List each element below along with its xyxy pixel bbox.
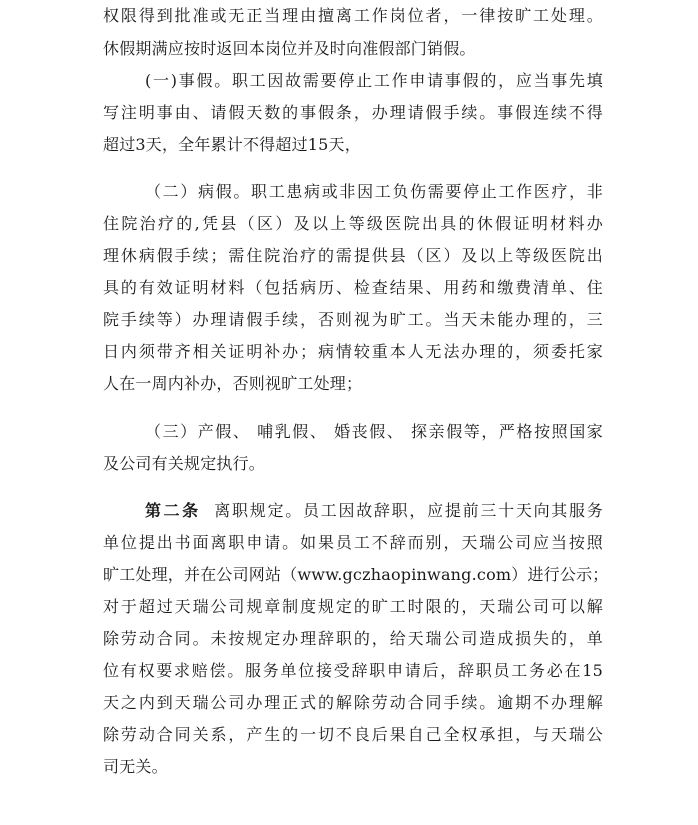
text-line-1: 权限得到批准或无正当理由擅离工作岗位者，一律按旷工处理。	[103, 6, 603, 25]
article-two-line-4: 对于超过天瑞公司规章制度规定的旷工时限的，天瑞公司可以解	[103, 597, 603, 616]
article-heading: 第二条	[145, 501, 201, 520]
article-two-line-3: 旷工处理，并在公司网站（www.gczhaopinwang.com）进行公示；	[103, 565, 609, 584]
paragraph-sick-leave-line-4: 具的有效证明材料（包括病历、检查结果、用药和缴费清单、住	[103, 278, 603, 297]
paragraph-sick-leave-line-6: 日内须带齐相关证明补办；病情较重本人无法办理的，须委托家	[103, 342, 603, 361]
paragraph-other-leave-line-2: 及公司有关规定执行。	[103, 454, 266, 473]
paragraph-personal-leave-line-3: 超过3天，全年累计不得超过15天，	[103, 135, 361, 154]
article-two-line-9: 司无关。	[103, 757, 168, 776]
article-two-line-8: 除劳动合同关系，产生的一切不良后果自己全权承担，与天瑞公	[103, 725, 603, 744]
article-two-line-2: 单位提出书面离职申请。如果员工不辞而别，天瑞公司应当按照	[103, 533, 603, 552]
article-two-line-1	[145, 498, 603, 524]
paragraph-sick-leave-line-2: 住院治疗的,凭县（区）及以上等级医院出具的休假证明材料办	[103, 214, 603, 233]
article-two-line-6: 位有权要求赔偿。服务单位接受辞职申请后，辞职员工务必在15	[103, 661, 603, 680]
paragraph-sick-leave-line-7: 人在一周内补办，否则视旷工处理；	[103, 374, 363, 393]
paragraph-sick-leave-line-3: 理休病假手续；需住院治疗的需提供县（区）及以上等级医院出	[103, 246, 603, 265]
article-two-line-7: 天之内到天瑞公司办理正式的解除劳动合同手续。逾期不办理解	[103, 693, 603, 712]
article-two-line-5: 除劳动合同。未按规定办理辞职的，给天瑞公司造成损失的，单	[103, 629, 603, 648]
paragraph-sick-leave-line-1: （二）病假。职工患病或非因工负伤需要停止工作医疗，非	[145, 182, 603, 201]
paragraph-sick-leave-line-5: 院手续等）办理请假手续，否则视为旷工。当天未能办理的，三	[103, 310, 603, 329]
paragraph-personal-leave-line-1: (一)事假。职工因故需要停止工作申请事假的，应当事先填	[145, 71, 603, 90]
article-two-text: 离职规定。员工因故辞职，应提前三十天向其服务	[214, 501, 603, 520]
paragraph-other-leave-line-1: （三）产假、 哺乳假、 婚丧假、 探亲假等，严格按照国家	[145, 422, 603, 441]
text-line-2: 休假期满应按时返回本岗位并及时向准假部门销假。	[103, 39, 476, 58]
paragraph-personal-leave-line-2: 写注明事由、请假天数的事假条，办理请假手续。事假连续不得	[103, 103, 603, 122]
